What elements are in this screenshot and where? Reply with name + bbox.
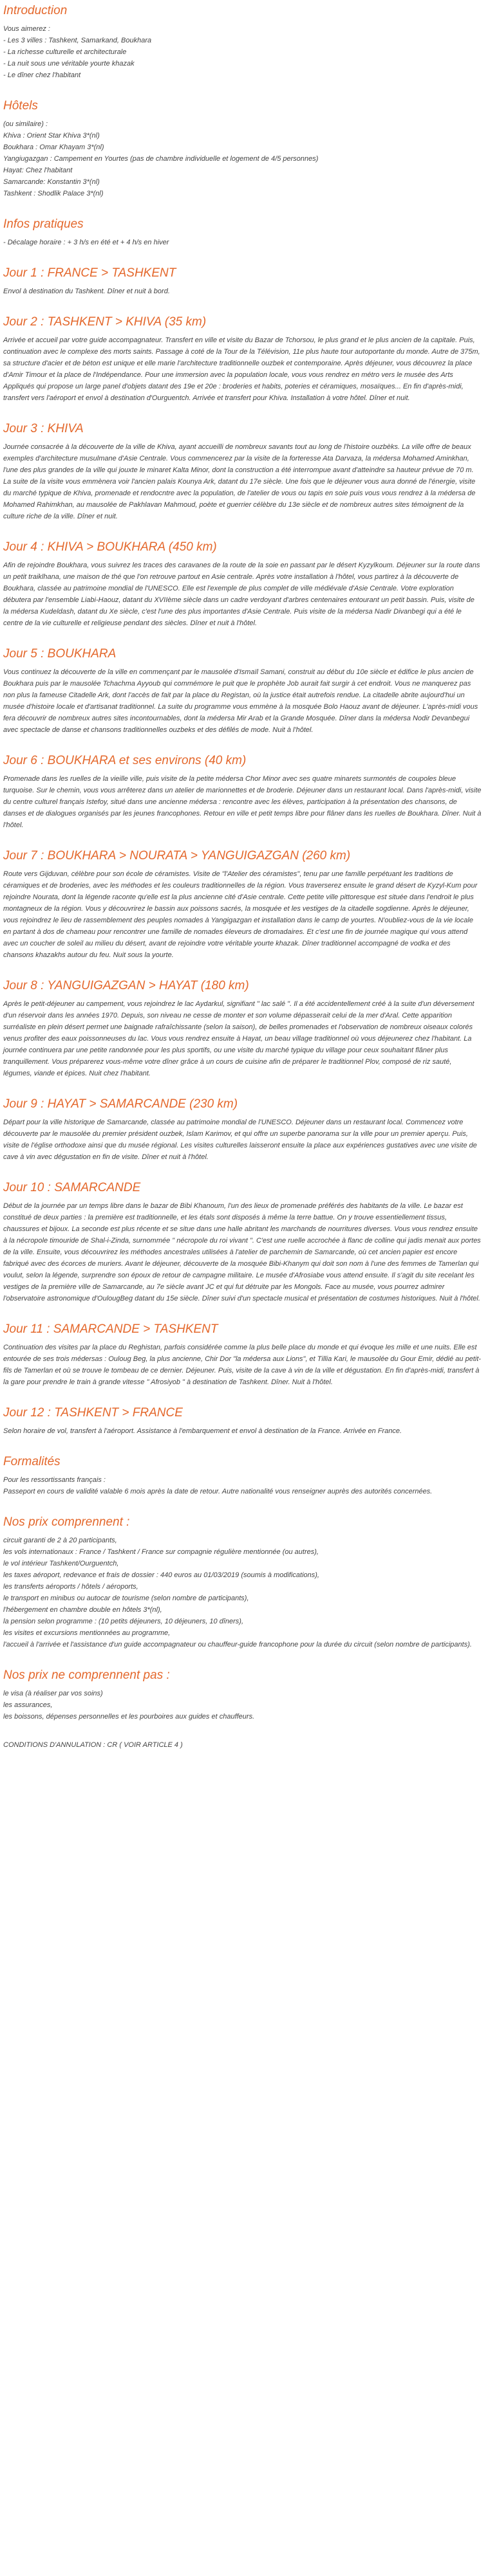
hotel-line: (ou similaire) : — [3, 120, 48, 128]
intro-line: - La richesse culturelle et architecturale — [3, 48, 127, 56]
included-item: circuit garanti de 2 à 20 participants, — [3, 1537, 117, 1544]
formalites-line: Pour les ressortissants français : — [3, 1476, 106, 1484]
day-5-section — [3, 646, 482, 736]
day-2-section — [3, 314, 482, 404]
day-3-section — [3, 421, 482, 522]
intro-line: - La nuit sous une véritable yourte khazak — [3, 60, 135, 68]
intro-line: - Le dîner chez l'habitant — [3, 71, 81, 79]
excluded-item: les assurances, — [3, 1701, 53, 1709]
day-2-text: Arrivée et accueil par votre guide accompagnateur. Transfert en ville et visite du Bazar de Tchorsou, le plus grand et le plus ancien de la capitale. Puis, continuation avec le complexe des morts saints. Passage à coté de la Tour de la Télévision, 11e plus haute tour autoportante du monde. Autre de 375m, sa structure d'acier et de béton est unique et elle marie l'architecture traditionnelle ouzbek et contemporaine. Après déjeuner, vous découvrez la place d'Amir Timour et la place de l'Indépendance. Pour une immersion avec la population locale, vous vous rendrez en métro vers le musée des Arts Appliqués qui propose un large panel d'objets datant des 19e et 20e : broderies et habits, poteries et céramiques, mosaïques... En fin d'après-midi, transfert vers l'aéroport et envol à destination d'Ourguentch. Arrivée et transfert pour Khiva. Installation à votre hôtel. Dîner et nuit. — [3, 336, 480, 402]
introduction-heading: Introduction — [3, 4, 68, 17]
day-6-section — [3, 753, 482, 831]
day-4-text: Afin de rejoindre Boukhara, vous suivrez les traces des caravanes de la route de la soie en passant par le désert Kyzylkoum. Déjeuner sur la route dans un petit traiklhana, une maison de thé que l'on retrouve partout en Asie centrale. Après votre installation à l'hôtel, vous partirez à la découverte de Boukhara, classée au patrimoine mondial de l'UNESCO. Elle est l'exemple de plus complet de ville médiévale d'Asie Centrale. Votre exploration débutera par l'ensemble Liabi-Haouz, datant du XVIIème siècle dans un cadre verdoyant d'arbres centenaires entourant un petit bassin. Puis, visite de la médersa Kudeldash, datant du Xe siècle, c'est l'une des plus importantes d'Asie Centrale. Puis visite de la médersa Nadir Divanbegi qui a été le centre de la vie culturelle et religieuse pendant des siècles. Dîner et nuit à l'hôtel. — [3, 562, 480, 627]
day-12-heading: Jour 12 : TASHKENT > FRANCE — [3, 1406, 183, 1420]
day-9-section — [3, 1096, 482, 1163]
included-item: l'accueil à l'arrivée et l'assistance d'un guide accompagnateur ou chauffeur-guide francophone pour la durée du circuit (selon nombre de participants). — [3, 1641, 472, 1649]
day-2-heading: Jour 2 : TASHKENT > KHIVA (35 km) — [3, 315, 207, 329]
hotel-line: Hayat: Chez l'habitant — [3, 167, 73, 174]
included-item: les vols internationaux : France / Tashkent / France sur compagnie régulière mentionnée (ou autres), — [3, 1548, 319, 1556]
day-11-heading: Jour 11 : SAMARCANDE > TASHKENT — [3, 1322, 218, 1336]
infos-heading: Infos pratiques — [3, 217, 84, 231]
day-10-heading: Jour 10 : SAMARCANDE — [3, 1181, 141, 1194]
infos-line: - Décalage horaire : + 3 h/s en été et + 4 h/s en hiver — [3, 239, 169, 246]
day-3-text: Journée consacrée à la découverte de la ville de Khiva, ayant accueilli de nombreux savants tout au long de l'histoire ouzbèks. La ville offre de beaux exemples d'architecture musulmane d'Asie Centrale. Vous commencerez par la visite de la forteresse Ata Darvaza, la médersa Mohamed Aminkhan, l'une des plus grandes de la ville qui jouxte le minaret Kalta Minor, dont la construction a été interrompue avant d'atteindre sa hauteur prévue de 70 m. La suite de la visite vous emmènera voir l'ancien palais Kounya Ark, datant du 17e siècle. Une fois que le déjeuner vous aura donné de l'énergie, visite du marché typique de Khiva, promenade et rendocntre avec la population, de l'atelier de vous ou tapis en soie puis vous vous rendrez à la médersa de Mohamed Rahimkhan, au mausolée de Pakhlavan Mahmoud, poète et guerrier célèbre du 13e siècle et de nombreux autres sites témoignent de la culture riche de la ville. Dîner et nuit. — [3, 443, 476, 520]
prix-comprennent-heading: Nos prix comprennent : — [3, 1515, 130, 1529]
day-4-heading: Jour 4 : KHIVA > BOUKHARA (450 km) — [3, 540, 217, 554]
intro-line: Vous aimerez : — [3, 25, 50, 33]
cancellation-conditions: CONDITIONS D'ANNULATION : CR ( VOIR ARTICLE 4 ) — [3, 1741, 183, 1749]
day-5-heading: Jour 5 : BOUKHARA — [3, 647, 117, 661]
formalites-section — [3, 1454, 482, 1497]
hotel-line: Boukhara : Omar Khayam 3*(nl) — [3, 143, 104, 151]
day-1-section — [3, 265, 482, 297]
day-12-text: Selon horaire de vol, transfert à l'aéroport. Assistance à l'embarquement et envol à destination de la France. Arrivée en France. — [3, 1427, 402, 1435]
formalites-heading: Formalités — [3, 1455, 61, 1468]
included-item: les transferts aéroports / hôtels / aéroports, — [3, 1583, 138, 1591]
formalites-line: Passeport en cours de validité valable 6 mois après la date de retour. Autre nationalité vous renseigner auprès des autorités concernées. — [3, 1488, 433, 1495]
hotels-section — [3, 98, 482, 199]
day-1-heading: Jour 1 : FRANCE > TASHKENT — [3, 266, 176, 280]
day-1-text: Envol à destination du Tashkent. Dîner et nuit à bord. — [3, 288, 170, 295]
included-item: la pension selon programme : (10 petits déjeuners, 10 déjeuners, 10 dîners), — [3, 1618, 243, 1625]
day-8-text: Après le petit-déjeuner au campement, vous rejoindrez le lac Aydarkul, signifiant " lac salé ". Il a été accidentellement créé à la suite d'un déversement d'un réservoir dans les années 1970. Depuis, son niveau ne cesse de monter et son volume dépasserait celui de la mer d'Aral. Cette apparition surréaliste en plein désert permet une baignade rafraîchissante (selon la saison), de belles promenades et l'observation de nombreux oiseaux colorés venus profiter des eaux poissonneuses du lac. Vous vous rendrez ensuite à Hayat, un beau village traditionnel où vous déjeunerez chez l'habitant. La journée continuera par une petite randonnée pour les plus sportifs, ou une visite du marché typique du village pour ceux souhaitant flâner plus tranquillement. Vous préparerez vous-même votre dîner grâce à un cours de cuisine afin de préparer le traditionnel Plov, composé de riz sauté, légumes, viande et épices. Nuit chez l'habitant. — [3, 1000, 474, 1077]
hotels-heading: Hôtels — [3, 99, 38, 113]
day-12-section — [3, 1405, 482, 1437]
day-11-text: Continuation des visites par la place du Reghistan, parfois considérée comme la plus belle place du monde et qui évoque les mille et une nuits. Elle est entourée de ses trois médersas : Ouloug Beg, la plus ancienne, Chir Dor "la médersa aux Lions", et Tillia Kari, le mausolée du Gour Emir, dédié au petit-fils de Tamerlan et où se trouve le tombeau de ce dernier. Déjeuner. Puis, visite de la cave à vin de la ville et dégustation. En fin d'après-midi, transfert à la gare pour prendre le train à grande vitesse " Afrosiyob " à destination de Tashkent. Dîner. Nuit à l'hôtel. — [3, 1344, 482, 1386]
day-7-text: Route vers Gijduvan, célèbre pour son école de céramistes. Visite de "l'Atelier des céramistes", tenu par une famille perpétuant les traditions de céramiques et de broderies, avec les méthodes et les couleurs traditionnelles de la région. Vous traverserez ensuite le grand désert de Kyzyl-Kum pour rejoindre Nourata, dont la légende raconte qu'elle est la plus ancienne cité d'Asie centrale. Cette petite ville pittoresque est située dans l'endroit le plus montagneux de la région. Vous y découvrirez le bassin aux poissons sacrés, la mosquée et les vestiges de la citadelle sogdienne. Après le déjeuner, vous rejoindrez le lieu de rassemblement des peuples nomades à Yangigazgan et installation dans le camp de yourtes. N'oubliez-vous de la vie locale en partant à dos de chameau pour rencontrer une famille de nomades éleveurs de dromadaires. Et c'est une fin de journée magique qui vous attend avec un coucher de soleil au milieu du désert, avant de rejoindre votre véritable yourte khazak. Dîner traditionnel accompagné de vodka et des chansons khazakhs autour du feu. Nuit sous la yourte. — [3, 870, 478, 959]
day-4-section — [3, 539, 482, 629]
infos-section — [3, 216, 482, 248]
included-item: le transport en minibus ou autocar de tourisme (selon nombre de participants), — [3, 1594, 249, 1602]
included-item: l'hébergement en chambre double en hôtels 3*(nl), — [3, 1606, 162, 1614]
day-7-heading: Jour 7 : BOUKHARA > NOURATA > YANGUIGAZGAN (260 km) — [3, 849, 351, 863]
prix-non-compris-heading: Nos prix ne comprennent pas : — [3, 1668, 170, 1682]
day-8-heading: Jour 8 : YANGUIGAZGAN > HAYAT (180 km) — [3, 979, 249, 992]
prix-non-compris-section — [3, 1667, 482, 1722]
day-6-text: Promenade dans les ruelles de la vieille ville, puis visite de la petite médersa Chor Minor avec ses quatre minarets surmontés de coupoles bleue turquoise. Sur le chemin, vous vous arrêterez dans un atelier de marionnettes et de broderie. Déjeuner dans un restaurant local. Dans l'après-midi, visite du centre culturel français Istefoy, situé dans une ancienne médersa : rencontre avec les élèves, participation à la présentation des chansons, de danses et de dialogues organisés par les jeunes francophones. Retour en ville et petit temps libre pour flâner dans les ruelles de Boukhara. Dîner. Nuit à l'hôtel. — [3, 775, 482, 829]
intro-line: - Les 3 villes : Tashkent, Samarkand, Boukhara — [3, 37, 152, 44]
excluded-item: le visa (à réaliser par vos soins) — [3, 1690, 103, 1697]
hotel-line: Yangiugazgan : Campement en Yourtes (pas de chambre individuelle et logement de 4/5 personnes) — [3, 155, 319, 163]
hotel-line: Samarcande: Konstantin 3*(nl) — [3, 178, 100, 186]
included-item: le vol intérieur Tashkent/Ourguentch, — [3, 1560, 119, 1567]
prix-comprennent-section — [3, 1514, 482, 1650]
day-9-text: Départ pour la ville historique de Samarcande, classée au patrimoine mondial de l'UNESCO. Déjeuner dans un restaurant local. Commencez votre découverte par le mausolée du premier président ouzbek, Islam Karimov, et qui offre un superbe panorama sur la ville pour un premier aperçu. Puis, visite de l'église orthodoxe ainsi que du musée régional. Les visites culturelles laisseront ensuite la place aux expériences gustatives avec une visite de cave à vin avec dégustation en fin de visite. Dîner et nuit à l'hôtel. — [3, 1119, 477, 1161]
included-item: les taxes aéroport, redevance et frais de dossier : 440 euros au 01/03/2019 (soumis à modifications), — [3, 1571, 319, 1579]
conditions-section — [3, 1739, 482, 1751]
included-item: les visites et excursions mentionnées au programme, — [3, 1629, 171, 1637]
introduction-section — [3, 3, 482, 81]
day-10-text: Début de la journée par un temps libre dans le bazar de Bibi Khanoum, l'un des lieux de promenade préférés des habitants de la ville. Le bazar est constitué de deux parties : la première est traditionnelle, et les étals sont disposés à même la terre battue. On y trouve essentiellement tissus, chaussures et bijoux. La seconde est plus récente et se situe dans une halle abritant les marchands de nourritures diverses. Vous vous rendrez ensuite à la nécropole timouride de Shal-i-Zinda, surnommée " nécropole du roi vivant ". C'est une ruelle accrochée à flanc de colline qui jadis menait aux portes de la ville. Ensuite, vous découvrirez les méthodes ancestrales utilisées à l'atelier de parchemin de Samarcande, où cet ancien papier est encore fabriqué avec des écorces de muriers. Avant le déjeuner, découverte de la mosquée Bibi-Khanym qui doit son nom à l'une des femmes de Tamerlan qui voulut, selon la légende, surprendre son époux de retour de campagne militaire. Le musée d'Afrosiabe vous attend ensuite. Il s'agit du site recelant les vestiges de la première ville de Samarcande, au 7e siècle avant JC et qui fut détruite par les Mongols. Face au musée, vous pourrez admirer l'observatoire astronomique d'OulougBeg datant du 15e siècle. Dîner suivi d'un spectacle musical et présentation de costumes historiques. Nuit à l'hôtel. — [3, 1202, 481, 1302]
day-5-text: Vous continuez la découverte de la ville en commençant par le mausolée d'Ismaïl Samani, construit au début du 10e siècle et édifice le plus ancien de Boukhara puis par le mausolée Tchachma Ayyoub qui commémore le puit que le prophète Job aurait fait surgir à cet endroit. Vous ne manquerez pas non plus la fameuse Citadelle Ark, dont l'accès de fait par la place du Registan, où la justice était autrefois rendue. La citadelle abrite aujourd'hui un musée d'histoire locale et d'artisanat traditionnel. La suite du programme vous emmène à la mosquée Bolo Haouz avant de déjeuner. L'après-midi vous fera découvrir de nombreux autres sites incontournables, dont la médersa Mir Arab et la Grande Mosquée. Dîner dans la médersa Nodir Devanbegui avec spectacle de danse et chansons traditionnelles ouzbeks et des défilés de mode. Nuit à l'hôtel. — [3, 668, 478, 734]
hotel-line: Tashkent : Shodlik Palace 3*(nl) — [3, 190, 104, 197]
day-8-section — [3, 978, 482, 1079]
day-10-section — [3, 1180, 482, 1304]
day-3-heading: Jour 3 : KHIVA — [3, 422, 84, 435]
hotel-line: Khiva : Orient Star Khiva 3*(nl) — [3, 132, 100, 140]
day-11-section — [3, 1321, 482, 1388]
excluded-item: les boissons, dépenses personnelles et les pourboires aux guides et chauffeurs. — [3, 1713, 255, 1721]
day-6-heading: Jour 6 : BOUKHARA et ses environs (40 km) — [3, 754, 247, 767]
day-7-section — [3, 848, 482, 961]
day-9-heading: Jour 9 : HAYAT > SAMARCANDE (230 km) — [3, 1097, 238, 1111]
